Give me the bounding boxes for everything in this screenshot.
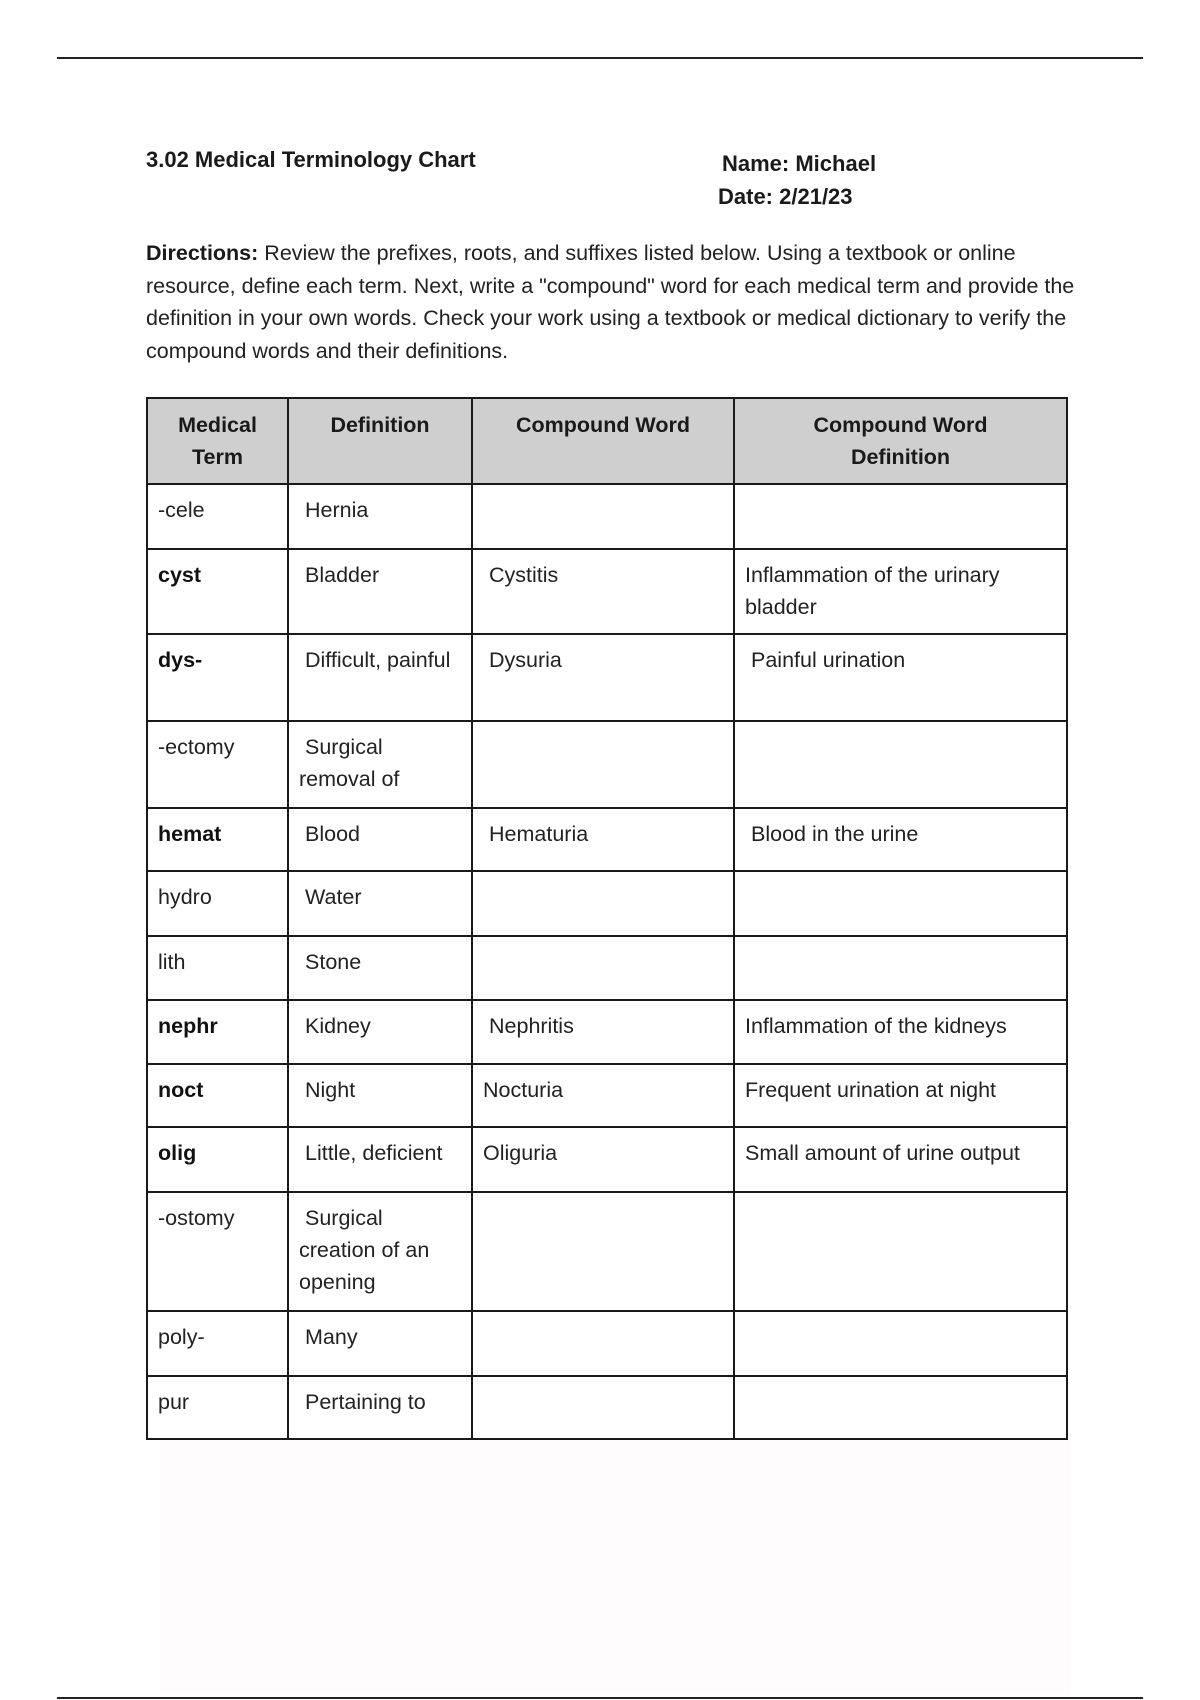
cell-compound-definition-text: Blood in the urine: [751, 822, 919, 846]
bottom-rule: [57, 1697, 1143, 1699]
cell-definition: [288, 1127, 472, 1192]
cell-definition: [288, 808, 472, 871]
cell-compound-definition: [734, 808, 1067, 871]
student-info: [718, 147, 877, 213]
cell-definition-text: Kidney: [305, 1014, 371, 1038]
terminology-table: [146, 397, 1068, 1440]
cell-term: olig: [147, 1127, 288, 1192]
cell-compound-text: Cystitis: [489, 563, 559, 587]
cell-definition: Surgical creation of an opening: [288, 1192, 472, 1311]
cell-definition-text: Little, deficient: [305, 1141, 443, 1165]
cell-compound-definition: [734, 936, 1067, 1000]
cell-compound: [472, 1311, 734, 1376]
cell-compound: [472, 549, 734, 634]
table-row: [147, 1192, 1067, 1311]
cell-compound: [472, 936, 734, 1000]
cell-compound-definition: [734, 1376, 1067, 1439]
cell-term: pur: [147, 1376, 288, 1439]
cell-definition: [288, 1311, 472, 1376]
cell-definition-text: Water: [305, 885, 362, 909]
cell-compound: [472, 808, 734, 871]
table-row: [147, 721, 1067, 808]
cell-compound-definition: Frequent urination at night: [734, 1064, 1067, 1127]
table-row: [147, 808, 1067, 871]
cell-definition: [288, 1376, 472, 1439]
cell-compound: [472, 721, 734, 808]
column-header-definition: Definition: [288, 398, 472, 484]
table-row: [147, 871, 1067, 936]
table-row: [147, 936, 1067, 1000]
cell-compound-text: Hematuria: [489, 822, 589, 846]
cell-compound: [472, 1000, 734, 1064]
cell-compound-definition-text: Painful urination: [751, 648, 906, 672]
cell-term: -cele: [147, 484, 288, 549]
directions-paragraph: [146, 237, 1106, 367]
cell-definition-text: Stone: [305, 950, 362, 974]
cell-definition: [288, 484, 472, 549]
table-row: [147, 484, 1067, 549]
cell-term: -ostomy: [147, 1192, 288, 1311]
top-rule: [57, 57, 1143, 59]
cell-compound: Oliguria: [472, 1127, 734, 1192]
cell-compound: [472, 871, 734, 936]
directions-label: Directions:: [146, 241, 259, 265]
table-row: [147, 634, 1067, 721]
table-row: [147, 1311, 1067, 1376]
cell-term: -ectomy: [147, 721, 288, 808]
cell-compound: [472, 634, 734, 721]
cell-compound-definition: [734, 484, 1067, 549]
table-header-row: [147, 398, 1067, 484]
cell-definition-text: Blood: [305, 822, 360, 846]
cell-term: nephr: [147, 1000, 288, 1064]
cell-term: poly-: [147, 1311, 288, 1376]
column-header-compound-word-definition: Compound Word Definition: [734, 398, 1067, 484]
cell-definition: Surgical removal of: [288, 721, 472, 808]
cell-term: cyst: [147, 549, 288, 634]
directions-text: Review the prefixes, roots, and suffixes listed below. Using a textbook or online resource, define each term. Next, write a "compound" word for each medical term and provide the definition in your own words. Check your work using a textbook or medical dictionary to verify the compound words and their definitions.: [146, 241, 1075, 363]
cell-definition-text: Many: [305, 1325, 358, 1349]
cell-compound: [472, 1192, 734, 1311]
cell-compound: [472, 1376, 734, 1439]
cell-definition: [288, 936, 472, 1000]
cell-compound-definition: Small amount of urine output: [734, 1127, 1067, 1192]
assignment-date: Date: 2/21/23: [718, 184, 853, 209]
cell-compound-definition: [734, 1192, 1067, 1311]
table-row: [147, 1127, 1067, 1192]
cell-term: dys-: [147, 634, 288, 721]
table-row: [147, 1064, 1067, 1127]
cell-term: noct: [147, 1064, 288, 1127]
cell-definition-text: Bladder: [305, 563, 380, 587]
cell-term: hydro: [147, 871, 288, 936]
blank-page-area: [160, 1440, 1070, 1695]
cell-definition: [288, 549, 472, 634]
cell-compound-definition: [734, 871, 1067, 936]
cell-compound: Nocturia: [472, 1064, 734, 1127]
cell-compound-definition: [734, 1311, 1067, 1376]
student-name: Name: Michael: [722, 151, 877, 176]
cell-compound-definition: [734, 634, 1067, 721]
cell-definition: [288, 1000, 472, 1064]
column-header-medical-term: Medical Term: [147, 398, 288, 484]
column-header-compound-word: Compound Word: [472, 398, 734, 484]
cell-term: lith: [147, 936, 288, 1000]
cell-definition-text: Pertaining to: [305, 1390, 426, 1414]
table-row: [147, 1000, 1067, 1064]
cell-compound: [472, 484, 734, 549]
cell-definition: [288, 1064, 472, 1127]
cell-definition-text: Night: [305, 1078, 356, 1102]
document-title: 3.02 Medical Terminology Chart: [146, 147, 476, 172]
cell-definition-text: Hernia: [305, 498, 369, 522]
cell-compound-text: Nephritis: [489, 1014, 574, 1038]
cell-definition: [288, 871, 472, 936]
cell-compound-definition: [734, 721, 1067, 808]
cell-compound-definition: Inflammation of the urinary bladder: [734, 549, 1067, 634]
cell-term: hemat: [147, 808, 288, 871]
table-row: [147, 549, 1067, 634]
cell-definition: Difficult, painful: [288, 634, 472, 721]
cell-compound-text: Dysuria: [489, 648, 562, 672]
table-row: [147, 1376, 1067, 1439]
cell-compound-definition: Inflammation of the kidneys: [734, 1000, 1067, 1064]
